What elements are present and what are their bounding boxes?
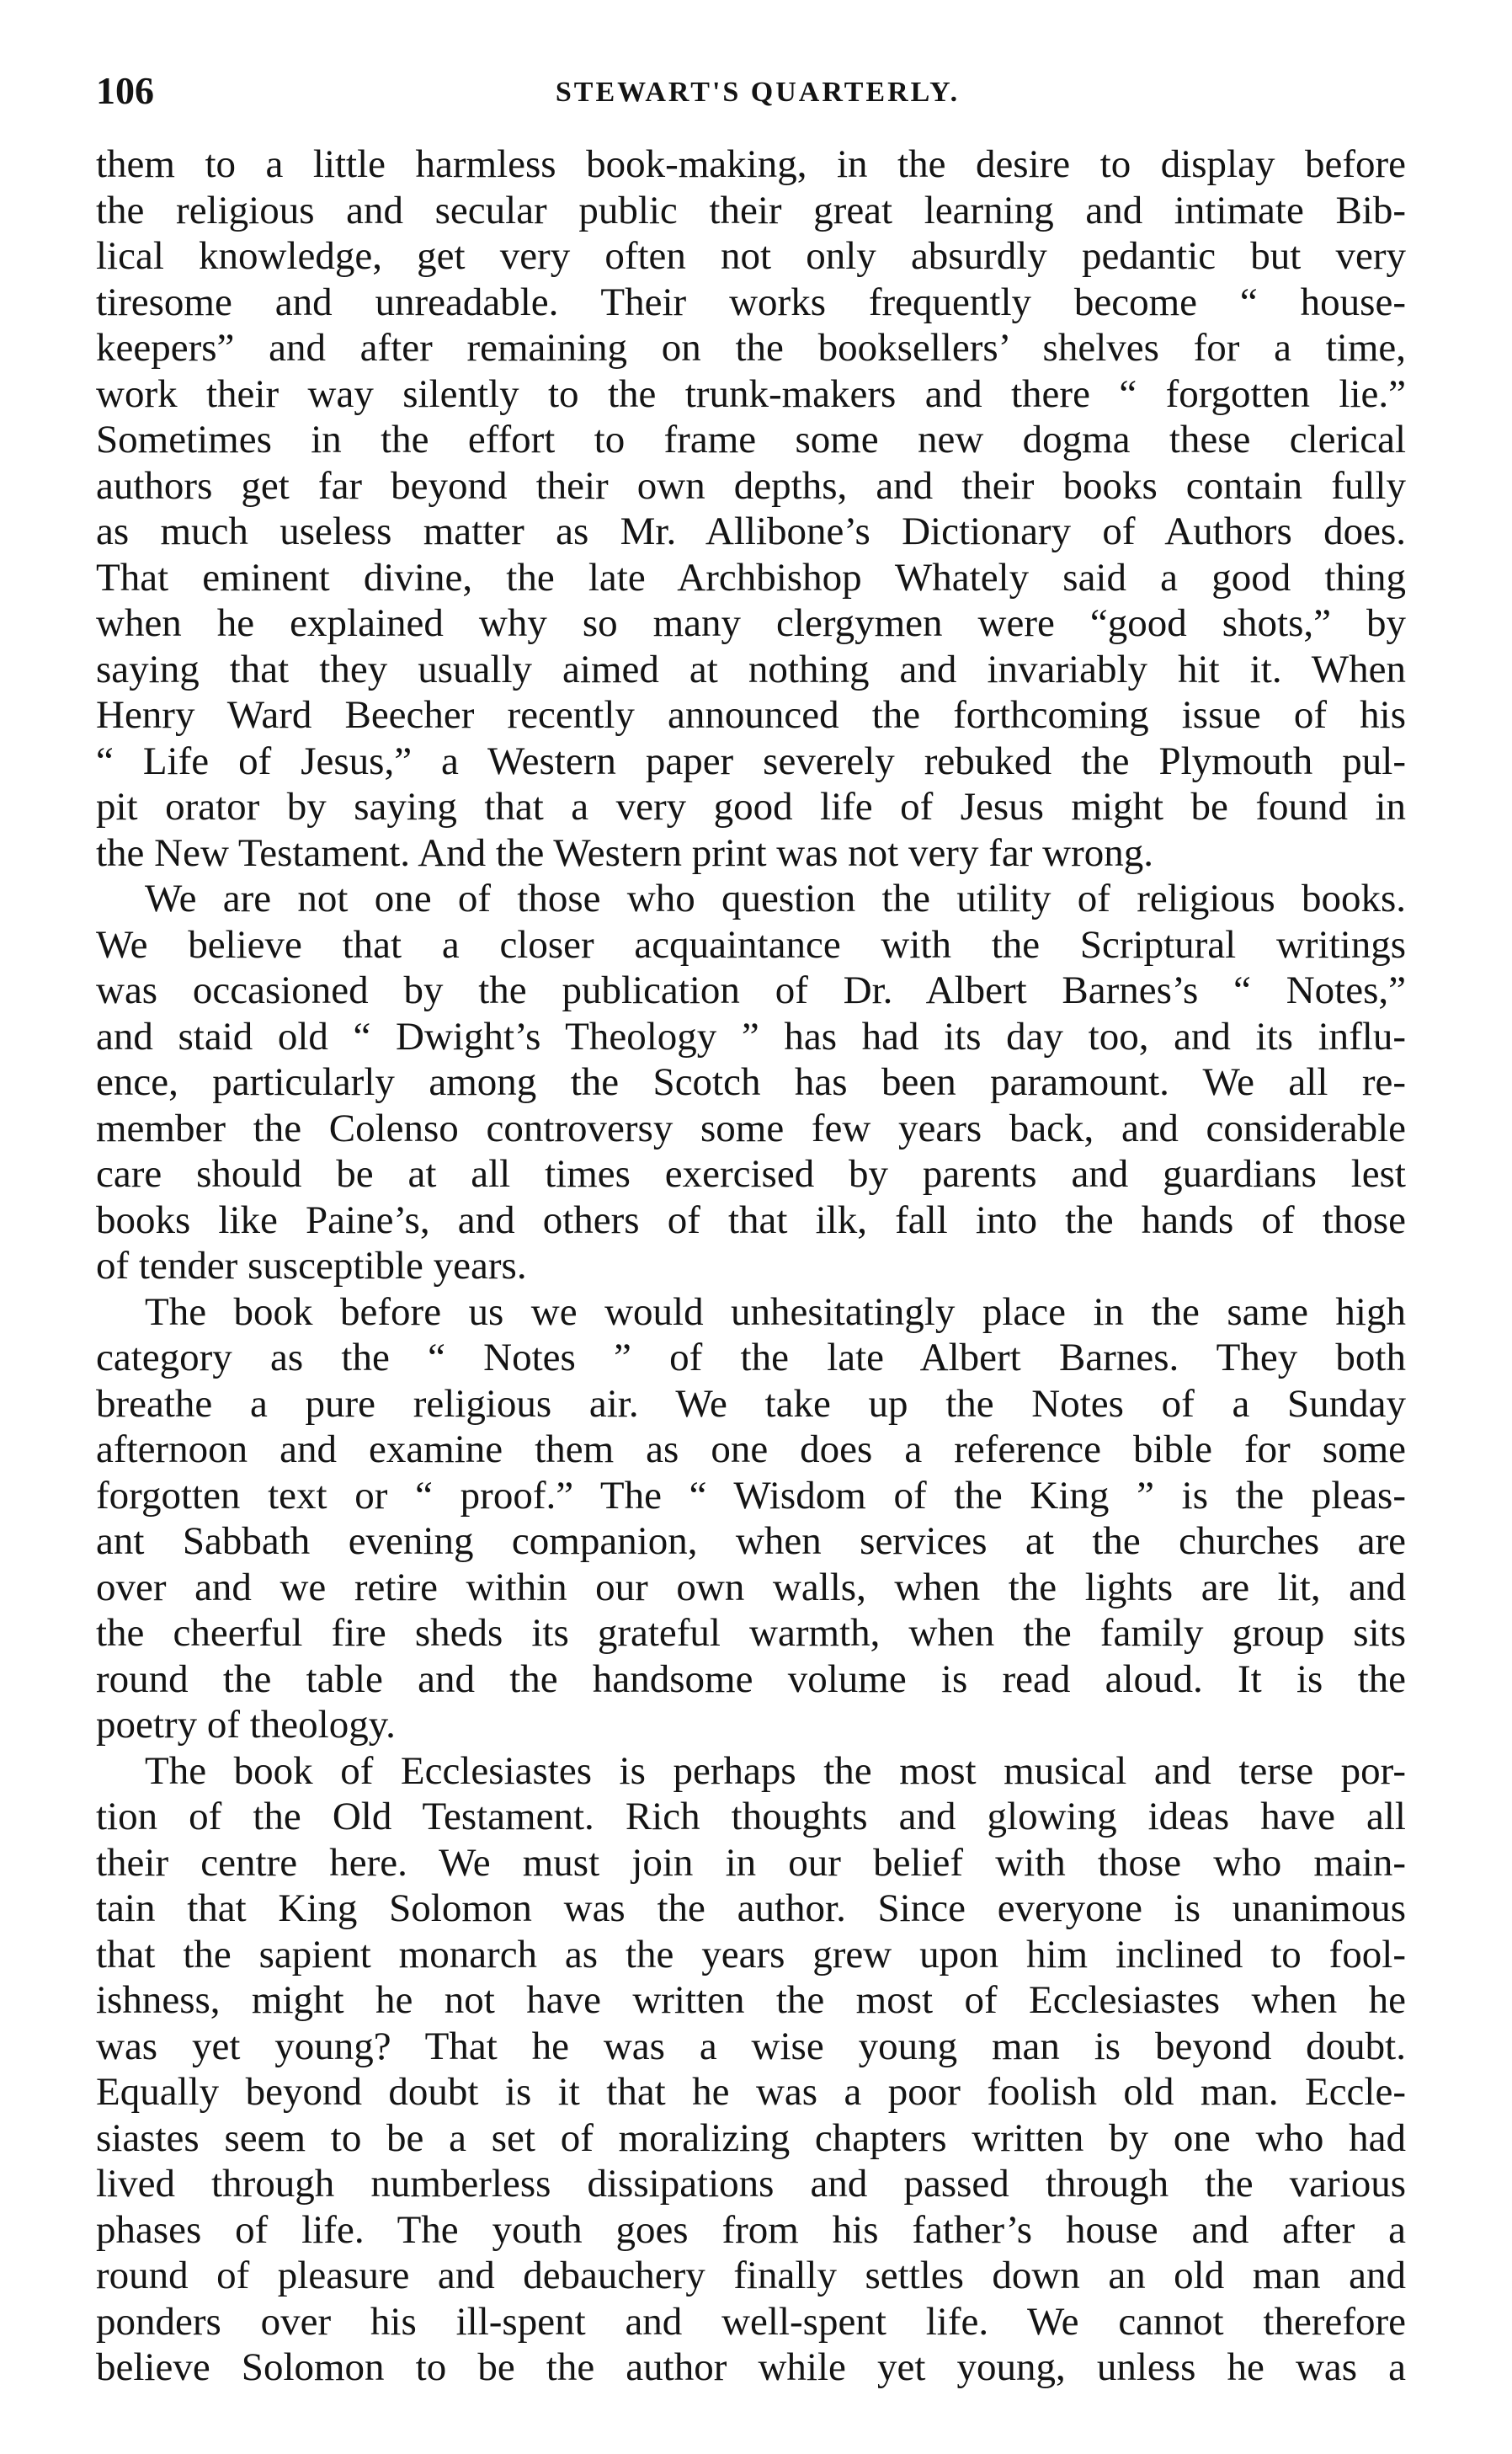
paragraph-start-line: The book before us we would unhesitatingly place in the same high [145,1289,1406,1334]
text-line: lical knowledge, get very often not only absurdly pedantic but very [96,234,1406,278]
text-line: that the sapient monarch as the years grew upon him inclined to fool- [96,1932,1406,1977]
page-header [93,66,1423,116]
text-line: authors get far beyond their own depths, and their books contain fully [96,463,1406,508]
text-line: was occasioned by the publication of Dr. Albert Barnes’s “ Notes,” [96,968,1406,1012]
text-line: their centre here. We must join in our belief with those who main- [96,1840,1406,1885]
text-line: round of pleasure and debauchery finally settles down an old man and [96,2254,1406,2297]
text-line: of tender susceptible years. [96,1244,527,1288]
text-line: poetry of theology. [96,1703,396,1747]
text-line: ant Sabbath evening companion, when services at the churches are [96,1519,1406,1563]
text-line: and staid old “ Dwight’s Theology ” has had its day too, and its influ- [96,1014,1406,1059]
text-line: lived through numberless dissipations and passed through the various [96,2162,1406,2206]
text-line: care should be at all times exercised by parents and guardians lest [96,1152,1406,1196]
text-line: when he explained why so many clergymen were “good shots,” by [96,601,1406,645]
text-line: as much useless matter as Mr. Allibone’s Dictionary of Authors does. [96,509,1406,553]
running-head: STEWART'S QUARTERLY. [555,77,961,108]
text-line: them to a little harmless book-making, in the desire to display before [96,142,1406,186]
text-line: over and we retire within our own walls, when the lights are lit, and [96,1565,1406,1609]
page-number: 106 [96,69,154,112]
text-line: believe Solomon to be the author while yet young, unless he was a [96,2345,1406,2389]
paragraph-start-line: The book of Ecclesiastes is perhaps the most musical and terse por- [145,1748,1406,1793]
text-line: Henry Ward Beecher recently announced the forthcoming issue of his [96,693,1406,737]
text-line: member the Colenso controversy some few years back, and considerable [96,1106,1406,1150]
text-line: keepers” and after remaining on the booksellers’ shelves for a time, [96,326,1406,370]
text-line: round the table and the handsome volume is read aloud. It is the [96,1656,1406,1701]
text-line: tion of the Old Testament. Rich thoughts and glowing ideas have all [96,1795,1406,1838]
text-line: books like Paine’s, and others of that ilk, fall into the hands of those [96,1198,1406,1242]
text-line: afternoon and examine them as one does a reference bible for some [96,1427,1406,1471]
text-line: ishness, might he not have written the most of Ecclesiastes when he [96,1978,1406,2022]
text-line: the cheerful fire sheds its grateful warmth, when the family group sits [96,1611,1406,1655]
text-line: the New Testament. And the Western print was not very far wrong. [96,830,1153,875]
text-line: was yet young? That he was a wise young man is beyond doubt. [96,2024,1406,2068]
text-line: Sometimes in the effort to frame some new dogma these clerical [96,418,1406,461]
text-line: tain that King Solomon was the author. Since everyone is unanimous [96,1886,1406,1930]
paragraph-start-line: We are not one of those who question the utility of religious books. [145,877,1406,920]
text-line: Equally beyond doubt is it that he was a poor foolish old man. Eccle- [96,2070,1406,2114]
text-line: ponders over his ill-spent and well-spent life. We cannot therefore [96,2299,1406,2344]
text-line: “ Life of Jesus,” a Western paper severely rebuked the Plymouth pul- [96,739,1406,783]
text-line: category as the “ Notes ” of the late Albert Barnes. They both [96,1336,1406,1379]
body-text [96,141,1406,2391]
text-line: saying that they usually aimed at nothing and invariably hit it. When [96,647,1406,691]
text-line: the religious and secular public their great learning and intimate Bib- [96,188,1406,232]
text-line: That eminent divine, the late Archbishop Whately said a good thing [96,555,1406,600]
text-line: ence, particularly among the Scotch has been paramount. We all re- [96,1060,1406,1104]
text-line: siastes seem to be a set of moralizing chapters written by one who had [96,2115,1406,2160]
text-line: phases of life. The youth goes from his father’s house and after a [96,2207,1406,2252]
text-line: forgotten text or “ proof.” The “ Wisdom of the King ” is the pleas- [96,1473,1406,1518]
text-line: breathe a pure religious air. We take up the Notes of a Sunday [96,1381,1406,1426]
text-line: tiresome and unreadable. Their works frequently become “ house- [96,280,1406,324]
text-line: pit orator by saying that a very good life of Jesus might be found in [96,785,1406,829]
text-line: We believe that a closer acquaintance with the Scriptural writings [96,922,1406,967]
text-line: work their way silently to the trunk-makers and there “ forgotten lie.” [96,371,1406,416]
